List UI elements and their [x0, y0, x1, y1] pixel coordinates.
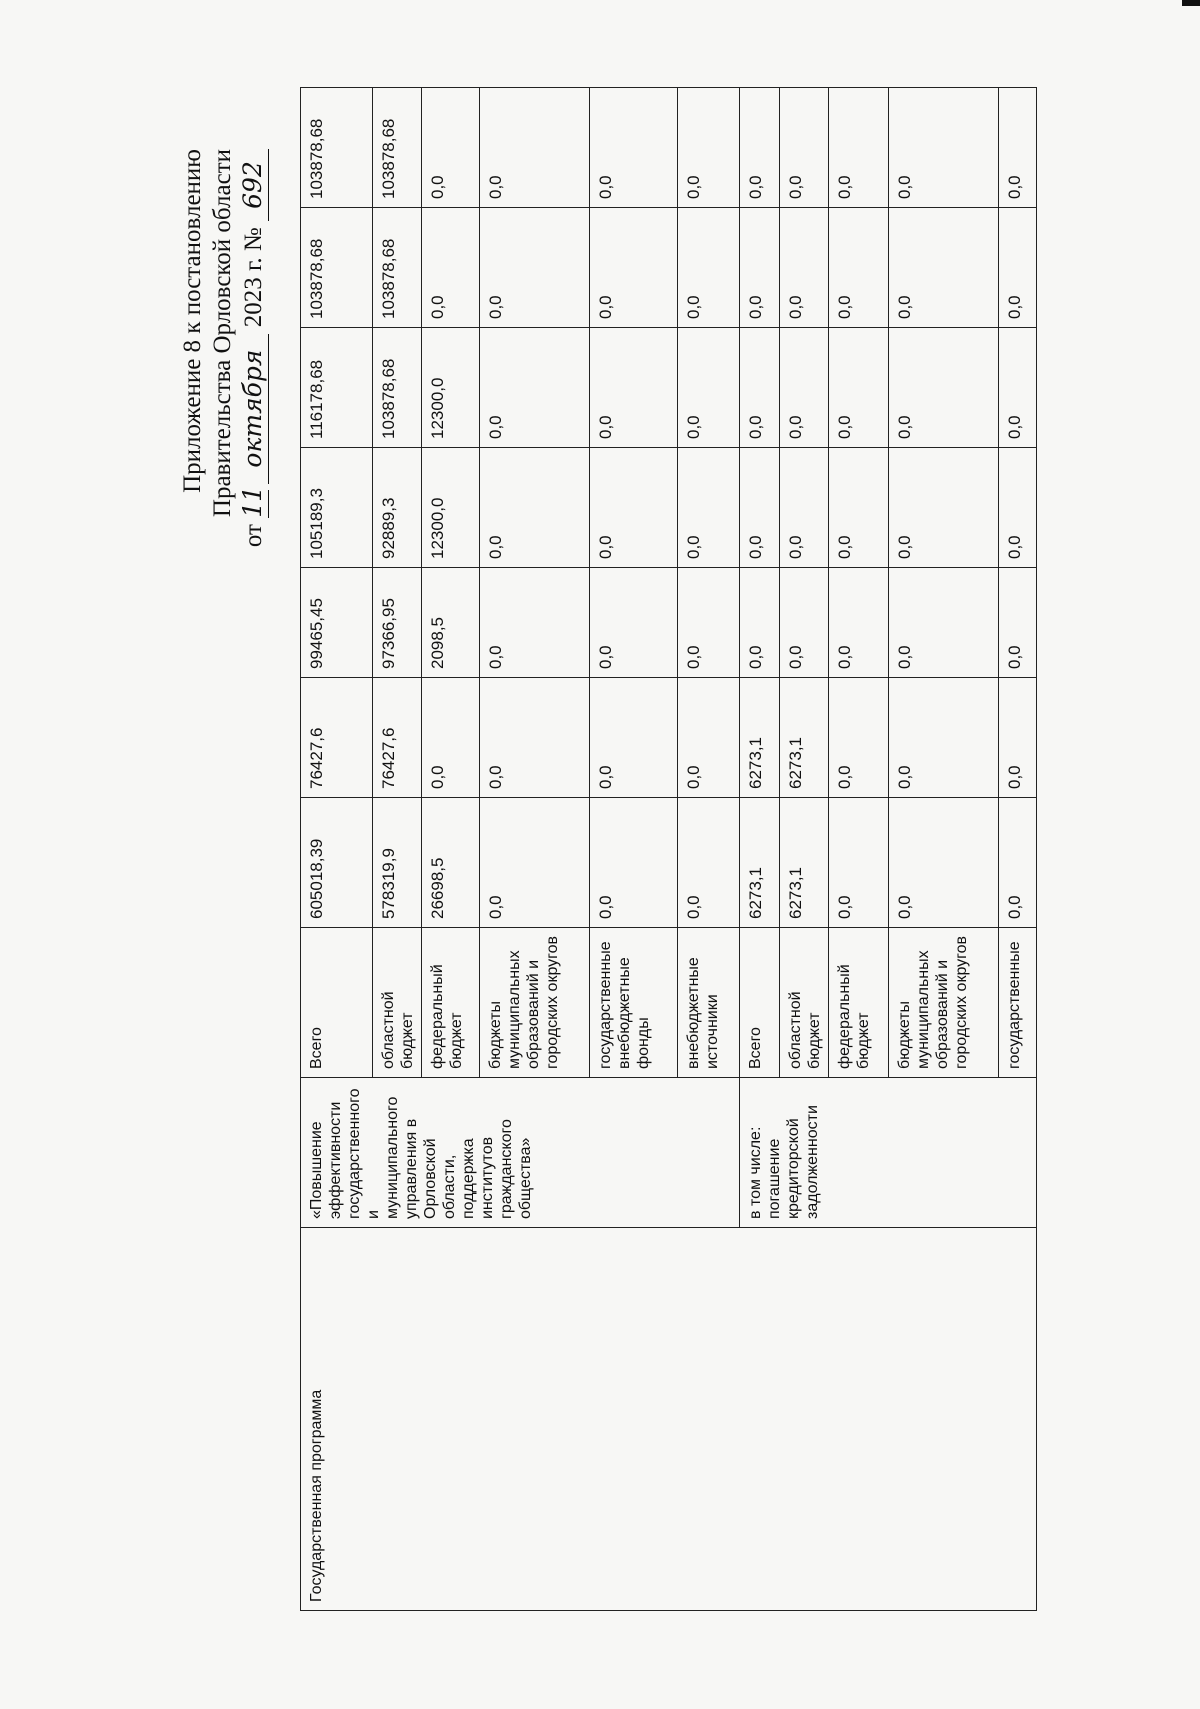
amount-cell: 0,0 [829, 448, 889, 568]
program-name-cell: «Повышение эффективности государственного и муниципального управления в Орловской области, поддержка институтов гражданского общества» [301, 1078, 740, 1228]
amount-cell: 0,0 [678, 88, 740, 208]
date-month: октября [238, 334, 269, 484]
date-day: 11 [238, 485, 267, 518]
document-number: 692 [238, 149, 269, 221]
amount-cell: 0,0 [780, 568, 829, 678]
amount-cell: 0,0 [422, 88, 480, 208]
amount-cell: 0,0 [480, 568, 590, 678]
amount-cell: 12300,0 [422, 448, 480, 568]
amount-cell: 103878,68 [373, 328, 422, 448]
amount-cell: 0,0 [740, 88, 780, 208]
amount-cell: 76427,6 [301, 678, 373, 798]
amount-cell: 0,0 [999, 88, 1037, 208]
funding-source-cell: государственные [999, 928, 1037, 1078]
amount-cell: 97366,95 [373, 568, 422, 678]
amount-cell: 103878,68 [301, 88, 373, 208]
amount-cell: 0,0 [678, 568, 740, 678]
amount-cell: 0,0 [999, 208, 1037, 328]
funding-source-cell: федеральный бюджет [829, 928, 889, 1078]
amount-cell: 0,0 [740, 568, 780, 678]
subgroup-label-cell: в том числе: погашение кредиторской задолженности [740, 1078, 1037, 1228]
amount-cell: 6273,1 [740, 678, 780, 798]
amount-cell: 2098,5 [422, 568, 480, 678]
amount-cell: 103878,68 [373, 88, 422, 208]
amount-cell: 0,0 [889, 88, 999, 208]
amount-cell: 76427,6 [373, 678, 422, 798]
group-label-cell: Государственная программа [301, 1228, 1037, 1611]
funding-source-cell: бюджеты муниципальных образований и городских округов [480, 928, 590, 1078]
amount-cell: 12300,0 [422, 328, 480, 448]
amount-cell: 6273,1 [740, 798, 780, 928]
funding-source-cell: областной бюджет [373, 928, 422, 1078]
amount-cell: 6273,1 [780, 798, 829, 928]
amount-cell: 105189,3 [301, 448, 373, 568]
amount-cell: 0,0 [678, 208, 740, 328]
amount-cell: 0,0 [889, 678, 999, 798]
amount-cell: 0,0 [889, 568, 999, 678]
amount-cell: 0,0 [829, 798, 889, 928]
appendix-header [178, 149, 269, 709]
amount-cell: 0,0 [678, 328, 740, 448]
amount-cell: 0,0 [480, 798, 590, 928]
table-row [301, 88, 373, 1611]
amount-cell: 0,0 [780, 88, 829, 208]
funding-source-cell: государственные внебюджетные фонды [590, 928, 678, 1078]
amount-cell: 0,0 [740, 328, 780, 448]
amount-cell: 0,0 [889, 448, 999, 568]
amount-cell: 0,0 [999, 448, 1037, 568]
amount-cell: 0,0 [829, 328, 889, 448]
amount-cell: 6273,1 [780, 678, 829, 798]
funding-source-cell: областной бюджет [780, 928, 829, 1078]
amount-cell: 0,0 [590, 448, 678, 568]
amount-cell: 103878,68 [301, 208, 373, 328]
amount-cell: 0,0 [678, 448, 740, 568]
amount-cell: 605018,39 [301, 798, 373, 928]
amount-cell: 0,0 [999, 798, 1037, 928]
amount-cell: 0,0 [999, 678, 1037, 798]
amount-cell: 0,0 [829, 678, 889, 798]
amount-cell: 103878,68 [373, 208, 422, 328]
appendix-issuer: Правительства Орловской области [209, 149, 236, 518]
amount-cell: 0,0 [678, 678, 740, 798]
amount-cell: 0,0 [422, 208, 480, 328]
funding-source-cell: федеральный бюджет [422, 928, 480, 1078]
amount-cell: 0,0 [780, 448, 829, 568]
amount-cell: 0,0 [590, 798, 678, 928]
amount-cell: 0,0 [829, 568, 889, 678]
amount-cell: 92889,3 [373, 448, 422, 568]
amount-cell: 0,0 [740, 208, 780, 328]
amount-cell: 0,0 [829, 88, 889, 208]
amount-cell: 0,0 [480, 88, 590, 208]
amount-cell: 0,0 [590, 88, 678, 208]
amount-cell: 0,0 [780, 328, 829, 448]
amount-cell: 0,0 [480, 328, 590, 448]
amount-cell: 0,0 [590, 568, 678, 678]
funding-table [300, 87, 1037, 1611]
amount-cell: 0,0 [422, 678, 480, 798]
amount-cell: 0,0 [999, 568, 1037, 678]
amount-cell: 0,0 [829, 208, 889, 328]
amount-cell: 0,0 [480, 678, 590, 798]
date-year: 2023 г. № [240, 227, 267, 328]
funding-source-cell: Всего [301, 928, 373, 1078]
amount-cell: 0,0 [999, 328, 1037, 448]
amount-cell: 0,0 [590, 678, 678, 798]
funding-source-cell: внебюджетные источники [678, 928, 740, 1078]
amount-cell: 0,0 [590, 328, 678, 448]
funding-source-cell: бюджеты муниципальных образований и городских округов [889, 928, 999, 1078]
amount-cell: 0,0 [590, 208, 678, 328]
amount-cell: 0,0 [480, 448, 590, 568]
amount-cell: 0,0 [678, 798, 740, 928]
appendix-title: Приложение 8 к постановлению [179, 149, 206, 493]
amount-cell: 0,0 [740, 448, 780, 568]
amount-cell: 26698,5 [422, 798, 480, 928]
appendix-date-line [238, 149, 269, 709]
amount-cell: 0,0 [480, 208, 590, 328]
date-prefix: от [240, 524, 267, 548]
amount-cell: 0,0 [889, 798, 999, 928]
amount-cell: 116178,68 [301, 328, 373, 448]
funding-source-cell: Всего [740, 928, 780, 1078]
amount-cell: 578319,9 [373, 798, 422, 928]
amount-cell: 99465,45 [301, 568, 373, 678]
amount-cell: 0,0 [889, 328, 999, 448]
amount-cell: 0,0 [780, 208, 829, 328]
amount-cell: 0,0 [889, 208, 999, 328]
